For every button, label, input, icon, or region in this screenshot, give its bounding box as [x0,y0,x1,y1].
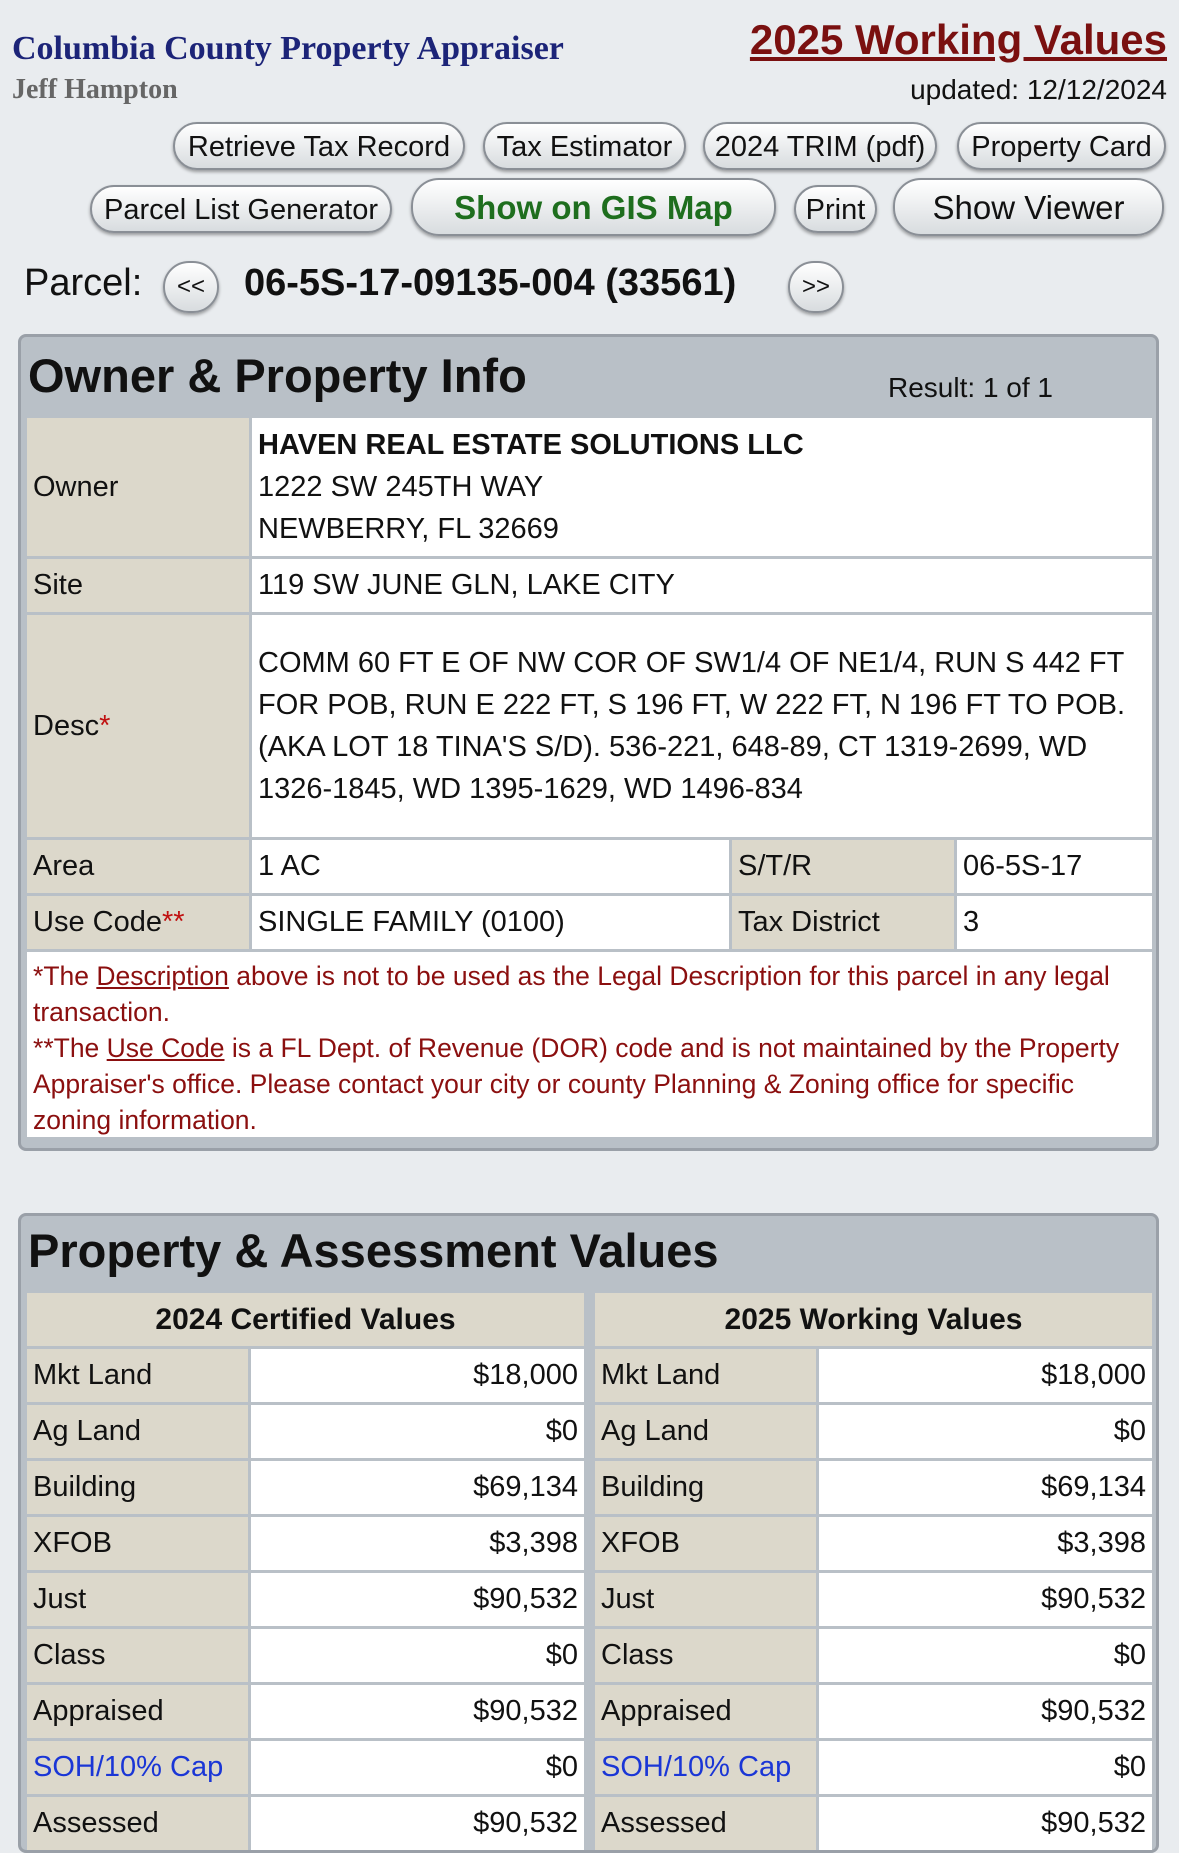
values-2025-value: $0 [819,1405,1152,1458]
trim-pdf-button[interactable]: 2024 TRIM (pdf) [703,122,937,170]
note1-prefix: *The [33,961,97,991]
owner-address-line1: 1222 SW 245TH WAY [258,471,544,503]
values-2024-value: $69,134 [251,1461,584,1514]
values-2025-label: Class [595,1629,816,1682]
use-code-asterisks: ** [161,906,185,938]
area-label: Area [27,840,249,893]
values-2025-row [595,1797,1152,1850]
values-2025-value: $90,532 [819,1573,1152,1626]
area-value: 1 AC [252,840,729,893]
values-2025-label: Ag Land [595,1405,816,1458]
appraiser-name: Jeff Hampton [12,74,178,105]
values-2025-row [595,1349,1152,1402]
values-2024-label: Just [27,1573,248,1626]
tax-district-value: 3 [957,896,1152,949]
values-2024-label: Class [27,1629,248,1682]
owner-address-line2: NEWBERRY, FL 32669 [258,513,559,545]
updated-date: updated: 12/12/2024 [910,74,1167,105]
values-2025-row [595,1573,1152,1626]
values-2025-value: $0 [819,1741,1152,1794]
parcel-label: Parcel: [24,262,143,304]
values-2024-value: $0 [251,1741,584,1794]
values-2025-row [595,1517,1152,1570]
property-card-button[interactable]: Property Card [957,122,1166,170]
desc-label-text: Desc [33,709,100,742]
parcel-id: 06-5S-17-09135-004 (33561) [244,262,737,304]
values-2024-value: $90,532 [251,1685,584,1738]
result-count: Result: 1 of 1 [888,372,1053,403]
values-2024-row [27,1461,584,1514]
use-code-value: SINGLE FAMILY (0100) [252,896,729,949]
values-2024-value: $90,532 [251,1573,584,1626]
retrieve-tax-record-button[interactable]: Retrieve Tax Record [173,122,465,170]
values-2024-row [27,1741,584,1794]
values-2025-label: Just [595,1573,816,1626]
owner-info [252,418,1152,556]
use-code-label-text: Use Code [33,906,162,938]
values-2024-value: $0 [251,1629,584,1682]
tax-district-label: Tax District [732,896,954,949]
values-2024-row [27,1685,584,1738]
owner-name: HAVEN REAL ESTATE SOLUTIONS LLC [258,429,804,461]
values-2025-label: Building [595,1461,816,1514]
values-2025-row [595,1629,1152,1682]
values-2025-table [592,1290,1155,1853]
use-code-disclaimer [33,1030,1146,1138]
str-label: S/T/R [732,840,954,893]
desc-label [27,615,249,837]
values-2024-row [27,1349,584,1402]
values-2024-row [27,1797,584,1850]
working-values-link[interactable]: 2025 Working Values [749,16,1167,63]
values-2024-value: $18,000 [251,1349,584,1402]
site-title: Columbia County Property Appraiser [12,30,564,67]
values-2024-row [27,1405,584,1458]
owner-table [24,415,1155,952]
show-viewer-button[interactable]: Show Viewer [893,178,1164,236]
values-2025-row [595,1741,1152,1794]
values-2024-row [27,1573,584,1626]
str-value: 06-5S-17 [957,840,1152,893]
show-on-gis-map-button[interactable]: Show on GIS Map [411,178,776,236]
values-2024-value: $3,398 [251,1517,584,1570]
site-address: 119 SW JUNE GLN, LAKE CITY [252,559,1152,612]
values-2024-row [27,1629,584,1682]
values-2025-value: $3,398 [819,1517,1152,1570]
parcel-list-generator-button[interactable]: Parcel List Generator [90,185,392,233]
note1-text: above is not to be used as the Legal Description for this parcel in any legal transaction. [33,961,1110,1027]
use-code-label [27,896,249,949]
values-2025-value: $0 [819,1629,1152,1682]
use-code-link[interactable]: Use Code [106,1033,225,1063]
values-panel-title: Property & Assessment Values [28,1224,719,1277]
values-2024-table [24,1290,587,1853]
values-2025-value: $18,000 [819,1349,1152,1402]
values-2024-label: Appraised [27,1685,248,1738]
note2-prefix: **The [33,1033,107,1063]
values-2024-label: Building [27,1461,248,1514]
description-disclaimer [33,958,1146,1030]
values-2025-row [595,1461,1152,1514]
values-2025-value: $69,134 [819,1461,1152,1514]
values-2025-value: $90,532 [819,1797,1152,1850]
values-2025-label: XFOB [595,1517,816,1570]
values-2025-label[interactable]: SOH/10% Cap [595,1741,816,1794]
values-2025-label: Mkt Land [595,1349,816,1402]
next-parcel-button[interactable]: >> [788,261,844,313]
col-2024-header: 2024 Certified Values [27,1293,584,1346]
tax-estimator-button[interactable]: Tax Estimator [483,122,686,170]
values-2024-value: $0 [251,1405,584,1458]
owner-label: Owner [27,418,249,556]
print-button[interactable]: Print [794,185,877,233]
values-2024-label[interactable]: SOH/10% Cap [27,1741,248,1794]
values-2024-value: $90,532 [251,1797,584,1850]
values-2025-label: Assessed [595,1797,816,1850]
values-2025-value: $90,532 [819,1685,1152,1738]
desc-asterisk: * [99,709,111,742]
values-2024-row [27,1517,584,1570]
owner-panel-title: Owner & Property Info [28,349,527,402]
note2-text: is a FL Dept. of Revenue (DOR) code and is not maintained by the Property Appraiser's office. Please contact your city or county Planning & Zoning office for specific zoning information. [33,1033,1120,1135]
values-2025-row [595,1405,1152,1458]
values-2024-label: Mkt Land [27,1349,248,1402]
legal-description: COMM 60 FT E OF NW COR OF SW1/4 OF NE1/4, RUN S 442 FT FOR POB, RUN E 222 FT, S 196 FT, W 222 FT, N 196 FT TO POB. (AKA LOT 18 TINA'S S/D). 536-221, 648-89, CT 1319-2699, WD 1326-1845, WD 1395-1629, WD 1496-834 [252,615,1152,837]
col-2025-header: 2025 Working Values [595,1293,1152,1346]
disclaimer-note [27,952,1152,1137]
values-2025-row [595,1685,1152,1738]
values-2024-label: XFOB [27,1517,248,1570]
values-2025-label: Appraised [595,1685,816,1738]
values-2024-label: Ag Land [27,1405,248,1458]
previous-parcel-button[interactable]: << [163,261,219,313]
site-label: Site [27,559,249,612]
values-2024-label: Assessed [27,1797,248,1850]
description-link[interactable]: Description [96,961,229,991]
